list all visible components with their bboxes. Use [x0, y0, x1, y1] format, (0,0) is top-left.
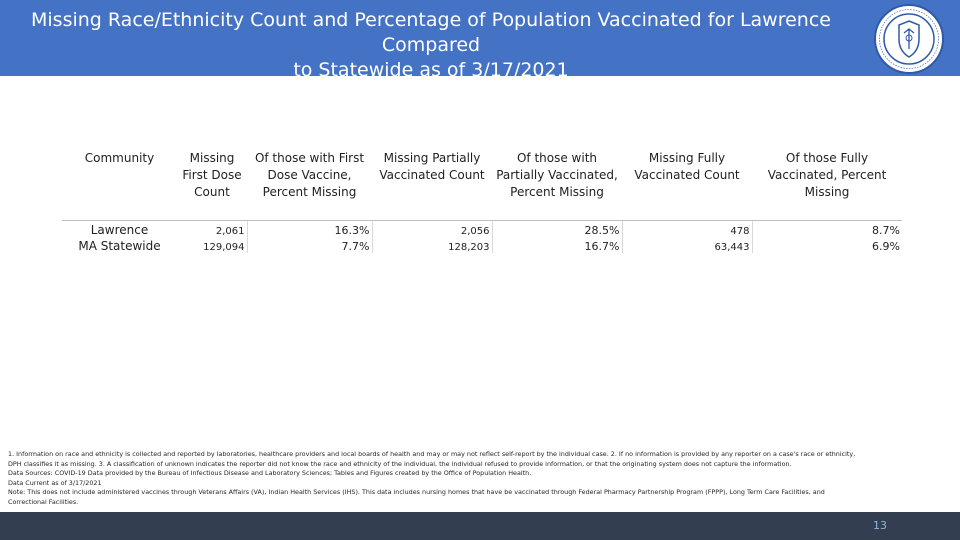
cell-fully-percent-missing: 8.7% — [752, 221, 902, 238]
footnotes — [8, 450, 953, 508]
footnote-line: 1. Information on race and ethnicity is collected and reported by laboratories, healthcare providers and local boards of health and may or may not reflect self-report by the individual case. 2. If no information is provided by any reporter on a case's race or ethnicity, — [8, 450, 856, 458]
table-header-row — [62, 150, 902, 221]
table-row — [62, 237, 902, 253]
column-header: Of those with First Dose Vaccine, Percent Missing — [247, 150, 372, 221]
column-header: Of those with Partially Vaccinated, Percent Missing — [492, 150, 622, 221]
column-header: Missing Partially Vaccinated Count — [372, 150, 492, 221]
cell-missing-first-dose-count: 129,094 — [203, 242, 245, 253]
slide-title-line2: to Statewide as of 3/17/2021 — [293, 59, 569, 81]
cell-partially-percent-missing: 28.5% — [492, 221, 622, 238]
column-header: Of those Fully Vaccinated, Percent Missing — [752, 150, 902, 221]
cell-missing-fully-count: 63,443 — [622, 237, 752, 253]
cell-missing-first-dose-count: 2,061 — [215, 226, 245, 237]
column-header: Missing First Dose Count — [177, 150, 247, 221]
footnote-line: Correctional Facilities. — [8, 497, 79, 506]
row-community-label: MA Statewide — [78, 239, 161, 253]
page-number: 13 — [873, 519, 887, 532]
cell-missing-partially-count: 2,056 — [372, 221, 492, 238]
footnote-line: Data Sources: COVID-19 Data provided by the Bureau of Infectious Disease and Laboratory Sciences; Tables and Figures created by the Office of Population Health. — [8, 469, 532, 478]
column-header: Community — [62, 150, 177, 221]
column-header: Missing Fully Vaccinated Count — [622, 150, 752, 221]
footnote-line: Data Current as of 3/17/2021 — [8, 478, 102, 487]
cell-first-dose-percent-missing: 7.7% — [247, 237, 372, 253]
slide-header — [0, 0, 960, 81]
row-community-label: Lawrence — [90, 223, 149, 237]
slide-title — [0, 8, 862, 83]
table-row — [62, 221, 902, 238]
cell-first-dose-percent-missing: 16.3% — [247, 221, 372, 238]
footnote-line: DPH classifies it as missing. 3. A classification of unknown indicates the reporter did not know the race and ethnicity of the individual, the individual refused to provide information, or that the originating system does not capture the information. — [8, 459, 792, 468]
cell-partially-percent-missing: 16.7% — [492, 237, 622, 253]
slide-footer — [0, 512, 960, 540]
massachusetts-dph-seal-icon — [873, 3, 945, 75]
cell-missing-fully-count: 478 — [622, 221, 752, 238]
slide-title-line1: Missing Race/Ethnicity Count and Percentage of Population Vaccinated for Lawrence Compared — [31, 9, 831, 56]
missing-race-ethnicity-table — [62, 150, 902, 253]
cell-missing-partially-count: 128,203 — [372, 237, 492, 253]
cell-fully-percent-missing: 6.9% — [752, 237, 902, 253]
footnote-line: Note: This does not include administered vaccines through Veterans Affairs (VA), Indian Health Services (IHS). This data includes nursing homes that have be vaccinated through Federal Pharmacy Partnership Program (FPPP), Long Term Care Facilities, and — [8, 488, 825, 497]
